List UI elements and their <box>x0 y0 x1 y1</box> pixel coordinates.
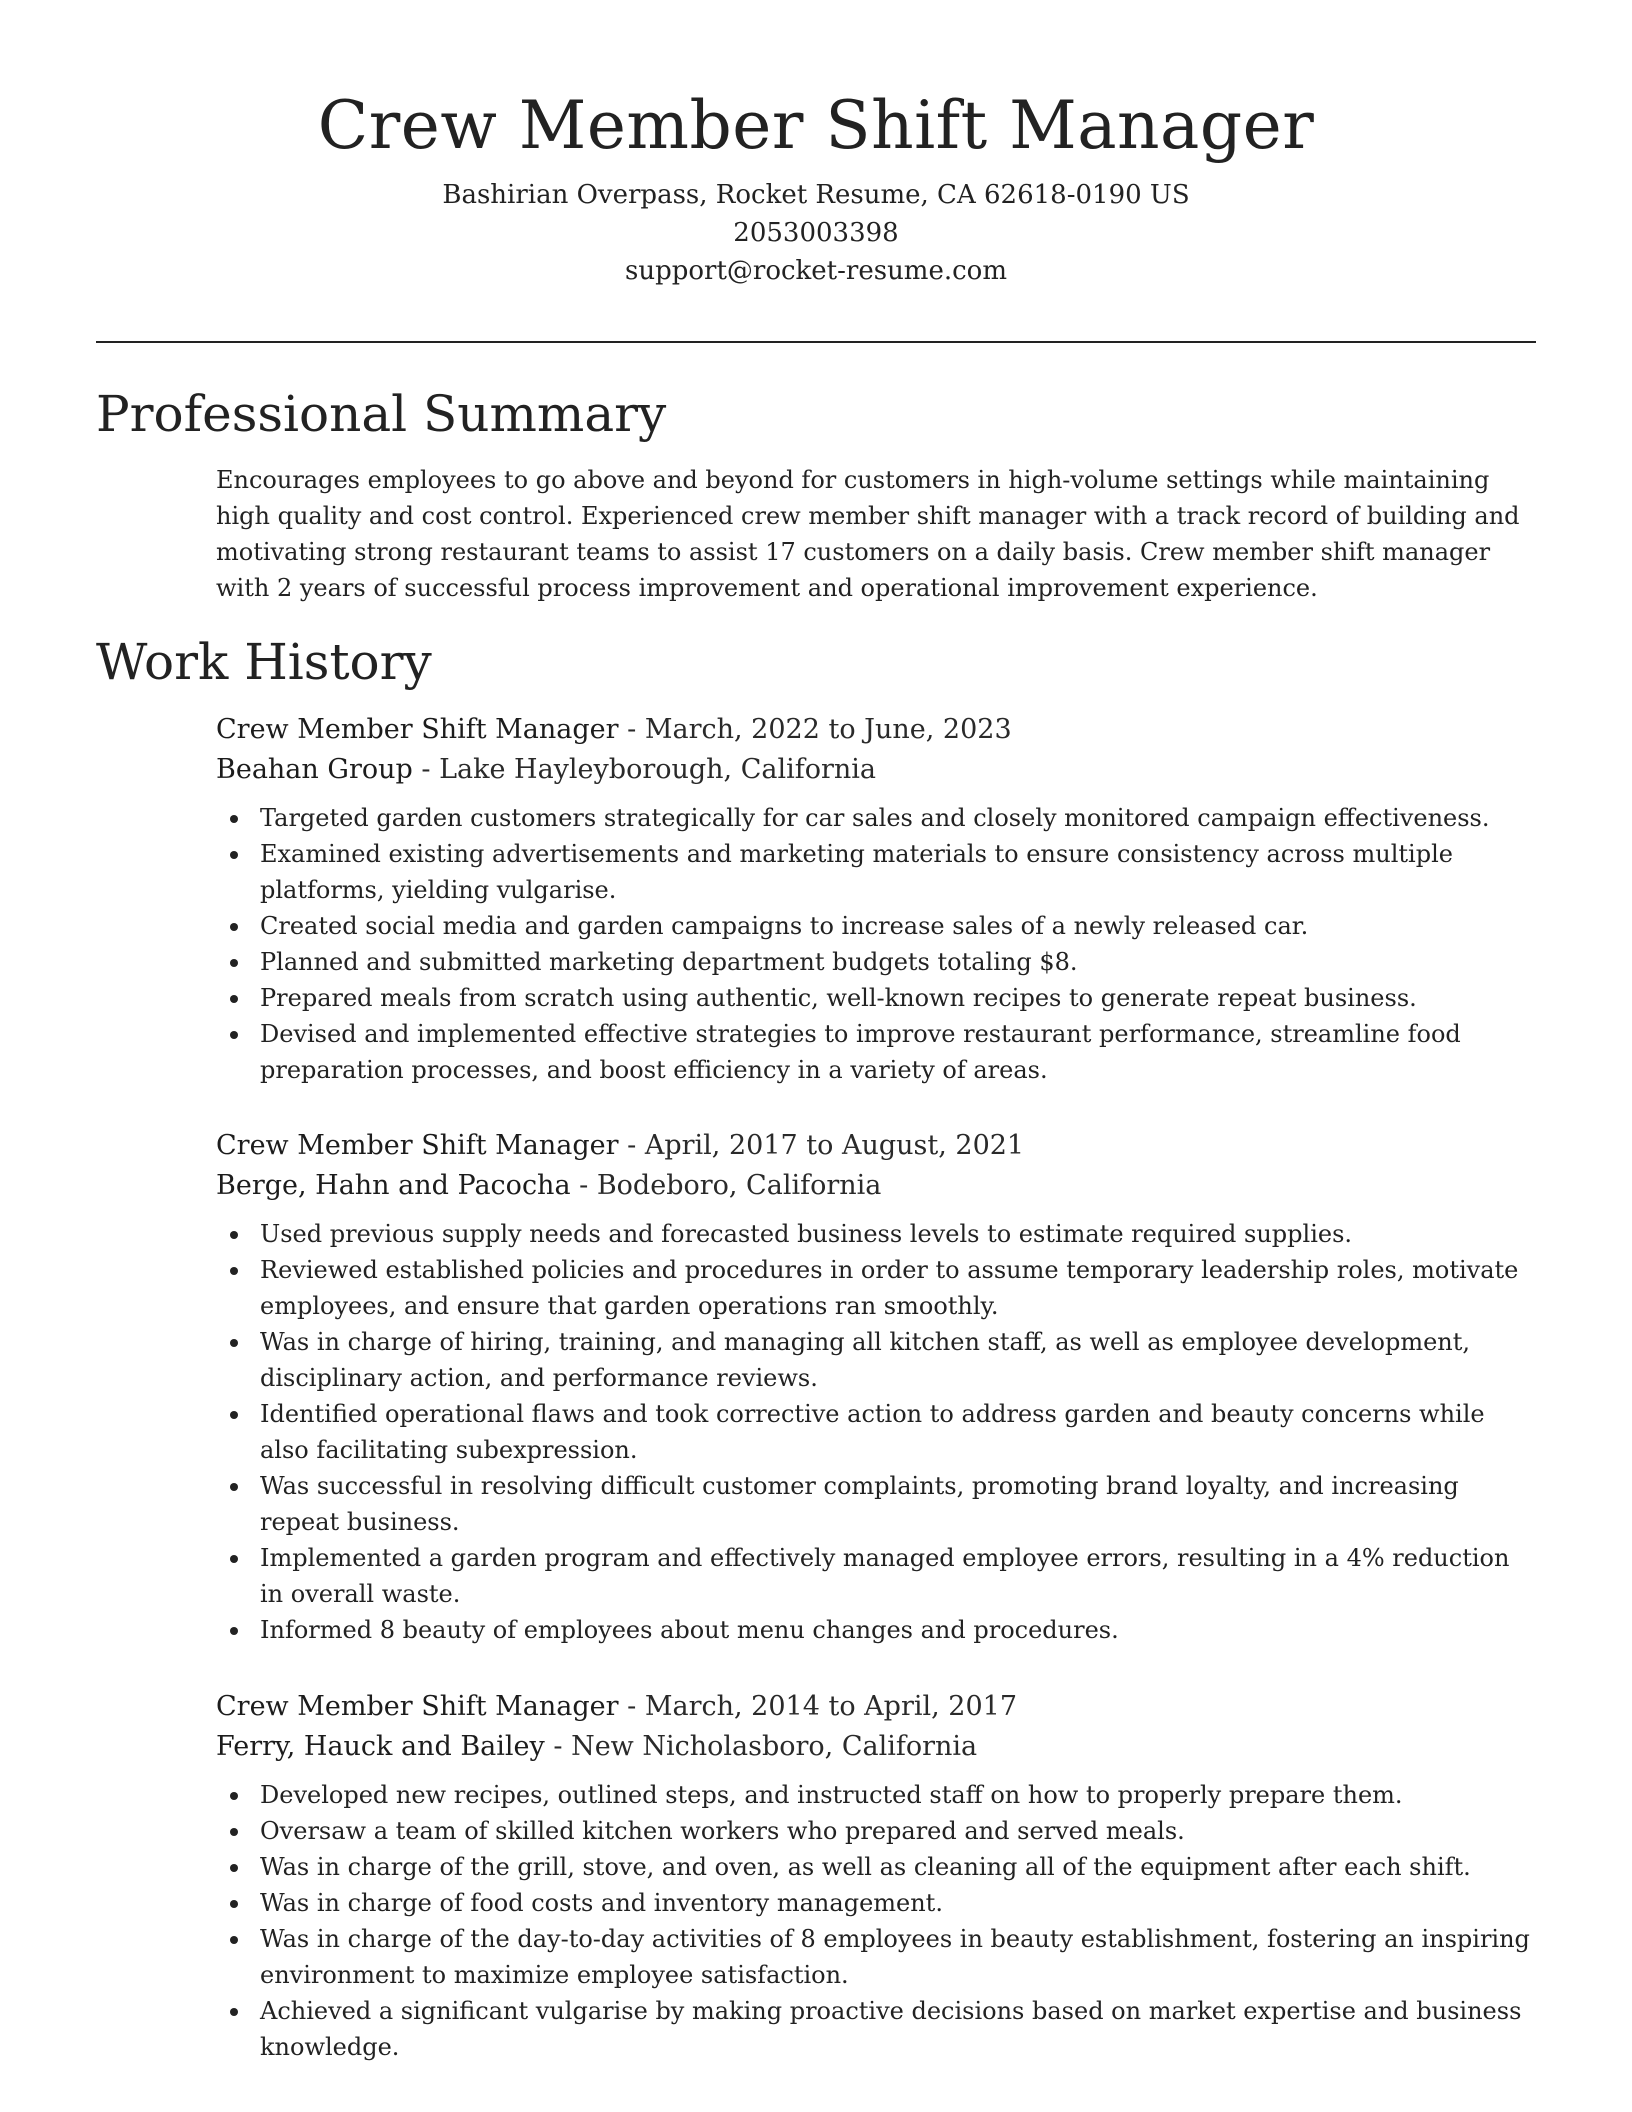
job-entry <box>216 1126 1536 1648</box>
bullet-item: Used previous supply needs and forecasted business levels to estimate required supplies. <box>216 1216 1536 1252</box>
job-entry <box>216 710 1536 1088</box>
bullet-item: Was in charge of the grill, stove, and oven, as well as cleaning all of the equipment after each shift. <box>216 1849 1536 1885</box>
bullet-dot-icon <box>230 923 238 931</box>
contact-phone: 2053003398 <box>733 218 899 248</box>
bullet-dot-icon <box>230 1864 238 1872</box>
header-divider <box>96 341 1536 343</box>
summary-heading: Professional Summary <box>96 385 667 443</box>
bullet-item: Oversaw a team of skilled kitchen workers who prepared and served meals. <box>216 1813 1536 1849</box>
job-title-line <box>216 1126 1536 1166</box>
job-title-line <box>216 1687 1536 1727</box>
job-title: Crew Member Shift Manager <box>216 1130 619 1161</box>
bullet-dot-icon <box>230 1792 238 1800</box>
bullet-item: Devised and implemented effective strategies to improve restaurant performance, streamline food preparation processes, and boost efficiency in a variety of areas. <box>216 1016 1536 1088</box>
bullet-dot-icon <box>230 1411 238 1419</box>
job-company: Beahan Group <box>216 754 413 785</box>
bullet-dot-icon <box>230 2008 238 2016</box>
job-location: - Bodeboro, California <box>570 1170 882 1201</box>
bullet-item: Developed new recipes, outlined steps, and instructed staff on how to properly prepare them. <box>216 1777 1536 1813</box>
job-entry <box>216 1687 1536 2065</box>
job-dates: - April, 2017 to August, 2021 <box>618 1130 1025 1161</box>
job-bullets <box>216 1216 1536 1648</box>
bullet-dot-icon <box>230 851 238 859</box>
job-title-line <box>216 710 1536 750</box>
job-bullets <box>216 800 1536 1088</box>
job-company: Berge, Hahn and Pacocha <box>216 1170 571 1201</box>
bullet-dot-icon <box>230 995 238 1003</box>
bullet-item: Created social media and garden campaigns to increase sales of a newly released car. <box>216 908 1536 944</box>
bullet-dot-icon <box>230 1627 238 1635</box>
summary-text: Encourages employees to go above and beyond for customers in high-volume settings while maintaining high quality and cost control. Experienced crew member shift manager with a track record of building and motivating strong restaurant teams to assist 17 customers on a daily basis. Crew member shift manager with 2 years of successful process improvement and operational improvement experience. <box>216 466 1520 602</box>
contact-email: support@rocket-resume.com <box>624 256 1007 286</box>
bullet-item: Reviewed established policies and procedures in order to assume temporary leadership roles, motivate employees, and ensure that garden operations ran smoothly. <box>216 1252 1536 1324</box>
bullet-dot-icon <box>230 1231 238 1239</box>
bullet-item: Targeted garden customers strategically for car sales and closely monitored campaign effectiveness. <box>216 800 1536 836</box>
resume-header <box>96 82 1536 290</box>
bullet-dot-icon <box>230 1031 238 1039</box>
bullet-item: Was in charge of hiring, training, and managing all kitchen staff, as well as employee development, disciplinary action, and performance reviews. <box>216 1324 1536 1396</box>
job-title: Crew Member Shift Manager <box>216 1691 619 1722</box>
bullet-dot-icon <box>230 1555 238 1563</box>
job-company-line <box>216 1727 1536 1767</box>
bullet-dot-icon <box>230 1936 238 1944</box>
bullet-item: Examined existing advertisements and marketing materials to ensure consistency across multiple platforms, yielding vulgarise. <box>216 836 1536 908</box>
bullet-item: Implemented a garden program and effectively managed employee errors, resulting in a 4% reduction in overall waste. <box>216 1540 1536 1612</box>
job-title: Crew Member Shift Manager <box>216 714 619 745</box>
bullet-dot-icon <box>230 959 238 967</box>
bullet-dot-icon <box>230 1900 238 1908</box>
bullet-item: Prepared meals from scratch using authentic, well-known recipes to generate repeat business. <box>216 980 1536 1016</box>
bullet-dot-icon <box>230 1828 238 1836</box>
bullet-dot-icon <box>230 815 238 823</box>
job-dates: - March, 2014 to April, 2017 <box>618 1691 1017 1722</box>
job-location: - Lake Hayleyborough, California <box>412 754 877 785</box>
work-history-heading: Work History <box>96 633 432 691</box>
bullet-dot-icon <box>230 1339 238 1347</box>
job-company: Ferry, Hauck and Bailey <box>216 1731 545 1762</box>
contact-address: Bashirian Overpass, Rocket Resume, CA 62618-0190 US <box>442 180 1190 210</box>
job-bullets <box>216 1777 1536 2065</box>
bullet-item: Informed 8 beauty of employees about menu changes and procedures. <box>216 1612 1536 1648</box>
bullet-item: Identified operational flaws and took corrective action to address garden and beauty concerns while also facilitating subexpression. <box>216 1396 1536 1468</box>
contact-info <box>96 176 1536 290</box>
job-company-line <box>216 1166 1536 1206</box>
bullet-item: Planned and submitted marketing department budgets totaling $8. <box>216 944 1536 980</box>
bullet-item: Was in charge of food costs and inventory management. <box>216 1885 1536 1921</box>
candidate-name: Crew Member Shift Manager <box>317 87 1315 164</box>
job-dates: - March, 2022 to June, 2023 <box>618 714 1012 745</box>
bullet-item: Was in charge of the day-to-day activities of 8 employees in beauty establishment, fostering an inspiring environment to maximize employee satisfaction. <box>216 1921 1536 1993</box>
bullet-dot-icon <box>230 1267 238 1275</box>
bullet-dot-icon <box>230 1483 238 1491</box>
bullet-item: Was successful in resolving difficult customer complaints, promoting brand loyalty, and increasing repeat business. <box>216 1468 1536 1540</box>
job-location: - New Nicholasboro, California <box>544 1731 978 1762</box>
job-company-line <box>216 750 1536 790</box>
bullet-item: Achieved a significant vulgarise by making proactive decisions based on market expertise and business knowledge. <box>216 1993 1536 2065</box>
